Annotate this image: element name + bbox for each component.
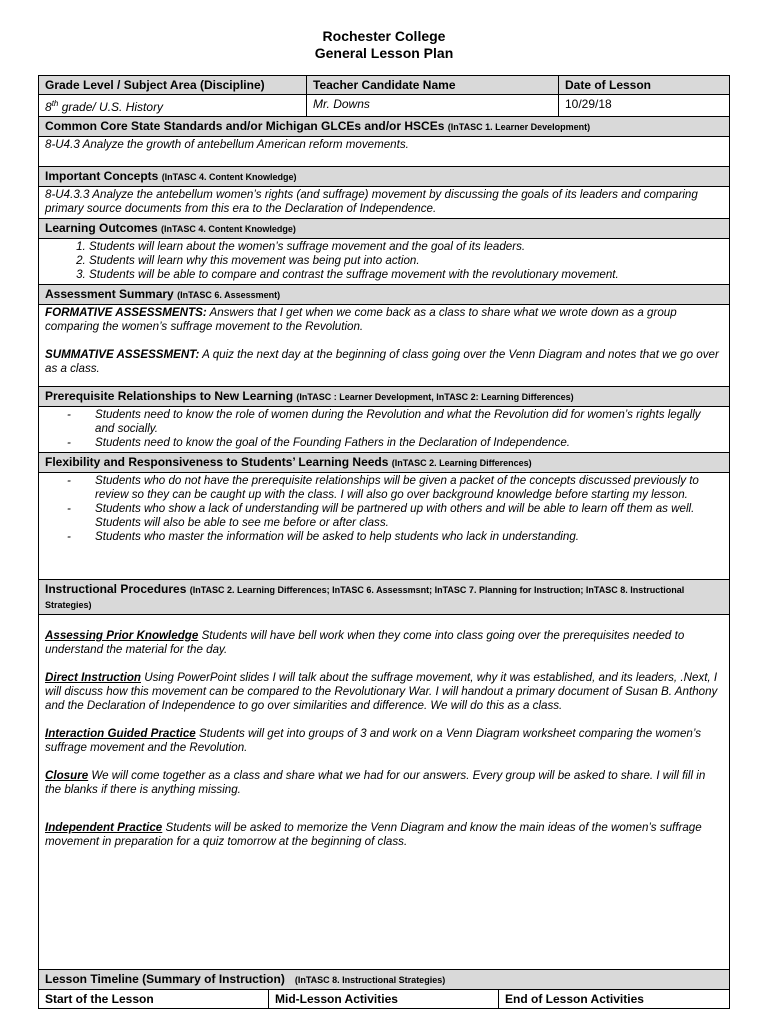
prereq-title: Prerequisite Relationships to New Learning (InTASC : Learner Development, InTASC 2: Learning Differences)	[39, 387, 729, 407]
guided-practice-text: Students will get into groups of 3 and work on a Venn Diagram worksheet comparing the women’s suffrage movement and the Revolution.	[45, 727, 702, 754]
prereq-item: - Students need to know the role of women during the Revolution and what the Revolution did for women’s rights legally and socially.	[67, 408, 723, 436]
document-header	[0, 28, 768, 62]
independent-practice-label: Independent Practice	[45, 821, 163, 834]
date-header: Date of Lesson	[565, 78, 652, 92]
outcomes-list	[39, 239, 729, 285]
info-values-row	[39, 95, 729, 117]
timeline-start: Start of the Lesson	[39, 990, 269, 1008]
outcome-item: 1. Students will learn about the women’s suffrage movement and the goal of its leaders.	[89, 240, 723, 254]
outcomes-title: Learning Outcomes (InTASC 4. Content Knowledge)	[39, 219, 729, 239]
grade-level-header: Grade Level / Subject Area (Discipline)	[39, 76, 307, 94]
prior-knowledge-label: Assessing Prior Knowledge	[45, 629, 199, 642]
timeline-end: End of Lesson Activities	[505, 992, 644, 1006]
standards-title: Common Core State Standards and/or Michigan GLCEs and/or HSCEs (InTASC 1. Learner Development)	[39, 117, 729, 137]
info-header-row	[39, 76, 729, 95]
concepts-title: Important Concepts (InTASC 4. Content Knowledge)	[39, 167, 729, 187]
teacher-name-value: Mr. Downs	[307, 95, 559, 116]
teacher-name-header: Teacher Candidate Name	[307, 76, 559, 94]
assessment-title: Assessment Summary (InTASC 6. Assessment)	[39, 285, 729, 305]
procedures-text	[39, 615, 729, 970]
summative-text: A quiz the next day at the beginning of class going over the Venn Diagram and notes that we go over as a class.	[45, 348, 719, 375]
outcome-item: 3. Students will be able to compare and contrast the suffrage movement with the revolutionary movement.	[89, 268, 723, 282]
procedures-title: Instructional Procedures (InTASC 2. Learning Differences; InTASC 6. Assessmsnt; InTASC 7. Planning for Instruction; InTASC 8. Instructional Strategies)	[39, 580, 729, 615]
guided-practice-label: Interaction Guided Practice	[45, 727, 196, 740]
prereq-list	[39, 407, 729, 453]
formative-label: FORMATIVE ASSESSMENTS:	[45, 306, 207, 319]
grade-level-value: 8th grade/ U.S. History	[39, 95, 307, 116]
flex-title: Flexibility and Responsiveness to Students’ Learning Needs (InTASC 2. Learning Differences)	[39, 453, 729, 473]
prior-knowledge-text: Students will have bell work when they come into class going over the prerequisites needed to understand the material for the day.	[45, 629, 685, 656]
lesson-plan-table	[38, 75, 730, 1009]
date-value: 10/29/18	[565, 97, 612, 111]
direct-instruction-text: Using PowerPoint slides I will talk about the suffrage movement, why it was established, and its leaders, .Next, I will discuss how this movement can be compared to the Revolutionary War. I will handout a primary document of Susan B. Anthony and the Declaration of Independence to go over similarities and difference. We will do this as a class.	[45, 671, 718, 712]
timeline-title: Lesson Timeline (Summary of Instruction) (InTASC 8. Instructional Strategies)	[39, 970, 729, 990]
independent-practice-text: Students will be asked to memorize the Venn Diagram and know the main ideas of the women’s suffrage movement in preparation for a quiz tomorrow at the beginning of class.	[45, 821, 702, 848]
timeline-mid: Mid-Lesson Activities	[269, 990, 499, 1008]
assessment-text	[39, 305, 729, 387]
flex-item: - Students who do not have the prerequisite relationships will be given a packet of the concepts discussed previously to review so they can be caught up with the class. I will also go over background knowledge before starting my lesson.	[67, 474, 723, 502]
standards-text: 8-U4.3 Analyze the growth of antebellum American reform movements.	[39, 137, 729, 167]
college-name: Rochester College	[322, 28, 446, 44]
outcome-item: 2. Students will learn why this movement was being put into action.	[89, 254, 723, 268]
flex-item: - Students who master the information will be asked to help students who lack in understanding.	[67, 530, 723, 544]
document-title: General Lesson Plan	[314, 45, 454, 61]
summative-label: SUMMATIVE ASSESSMENT:	[45, 348, 200, 361]
flex-item: - Students who show a lack of understanding will be partnered up with others and will be able to learn off them as well. Students will also be able to see me before or after class.	[67, 502, 723, 530]
flex-list	[39, 473, 729, 580]
prereq-item: - Students need to know the goal of the Founding Fathers in the Declaration of Independence.	[67, 436, 723, 450]
direct-instruction-label: Direct Instruction	[45, 671, 141, 684]
closure-label: Closure	[45, 769, 89, 782]
concepts-text: 8-U4.3.3 Analyze the antebellum women’s rights (and suffrage) movement by discussing the goals of its leaders and comparing primary source documents from this era to the Declaration of Independence.	[39, 187, 729, 219]
formative-text: Answers that I get when we come back as a class to share what we wrote down as a group comparing the women’s suffrage movement to the Revolution.	[45, 306, 677, 333]
closure-text: We will come together as a class and share what we had for our answers. Every group will be asked to share. I will fill in the blanks if there is anything missing.	[45, 769, 706, 796]
timeline-header-row	[39, 990, 729, 1008]
